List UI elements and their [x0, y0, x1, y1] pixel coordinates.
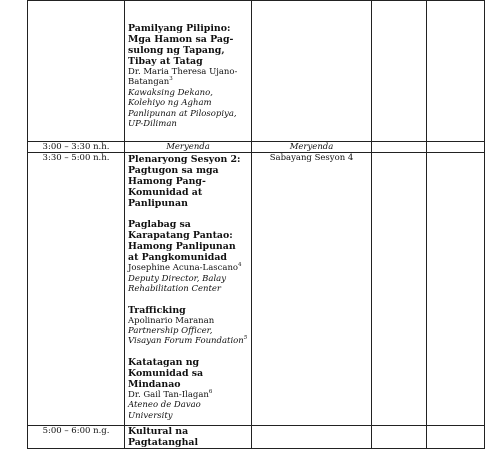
parallel-cell: Sabayang Sesyon 4 — [252, 153, 372, 426]
schedule-table — [27, 0, 485, 449]
speaker-name: Josephine Acuna-Lascano$^4$ — [128, 262, 242, 274]
empty-cell — [372, 142, 427, 153]
break-cell: Meryenda — [125, 142, 252, 153]
session-cell — [125, 1, 252, 142]
empty-cell — [427, 142, 485, 153]
time-cell — [28, 1, 125, 142]
time-cell: 3:30 – 5:00 n.h. — [28, 153, 125, 426]
empty-cell — [372, 153, 427, 426]
speaker-role: Partnership Officer, Visayan Forum Foundation$^5$ — [128, 326, 248, 347]
speaker-name: Dr. Maria Theresa Ujano-Batangan$^3$ — [128, 67, 238, 88]
plenary-title: Plenaryong Sesyon 2: Pagtugon sa mga Hamong Pang-Komunidad at Panlipunan — [128, 154, 241, 210]
talk-title: Paglabag sa Karapatang Pantao: Hamong Panlipunan at Pangkomunidad — [128, 219, 236, 264]
break-cell: Meryenda — [252, 142, 372, 153]
session-title: Kultural na Pagtatanghal — [128, 426, 199, 449]
empty-cell — [252, 426, 372, 449]
empty-cell — [427, 153, 485, 426]
empty-cell — [372, 426, 427, 449]
speaker-name: Dr. Gail Tan-Ilagan$^6$ — [128, 389, 213, 400]
speaker-role: Kawaksing Dekano, Kolehiyo ng Agham Panlipunan at Pilosopiya, UP-Diliman — [128, 87, 237, 130]
empty-cell — [372, 1, 427, 142]
empty-cell — [427, 426, 485, 449]
time-cell: 3:00 – 3:30 n.h. — [28, 142, 125, 153]
parallel-cell — [252, 1, 372, 142]
table-row — [28, 153, 485, 426]
table-row — [28, 426, 485, 449]
time-cell: 5:00 – 6:00 n.g. — [28, 426, 125, 449]
talk-title: Katatagan ng Komunidad sa Mindanao — [128, 356, 204, 390]
speaker-role: Deputy Director, Balay Rehabilitation Center — [128, 273, 227, 295]
session-cell — [125, 153, 252, 426]
empty-cell — [427, 1, 485, 142]
table-row — [28, 1, 485, 142]
table-row — [28, 142, 485, 153]
speaker-name: Apolinario Maranan — [128, 315, 215, 326]
session-cell — [125, 426, 252, 449]
talk-title: Trafficking — [128, 304, 186, 316]
session-title: Pamilyang Pilipino: Mga Hamon sa Pag-sulong ng Tapang, Tibay at Tatag — [128, 23, 234, 67]
speaker-role: Ateneo de Davao University — [128, 400, 201, 421]
